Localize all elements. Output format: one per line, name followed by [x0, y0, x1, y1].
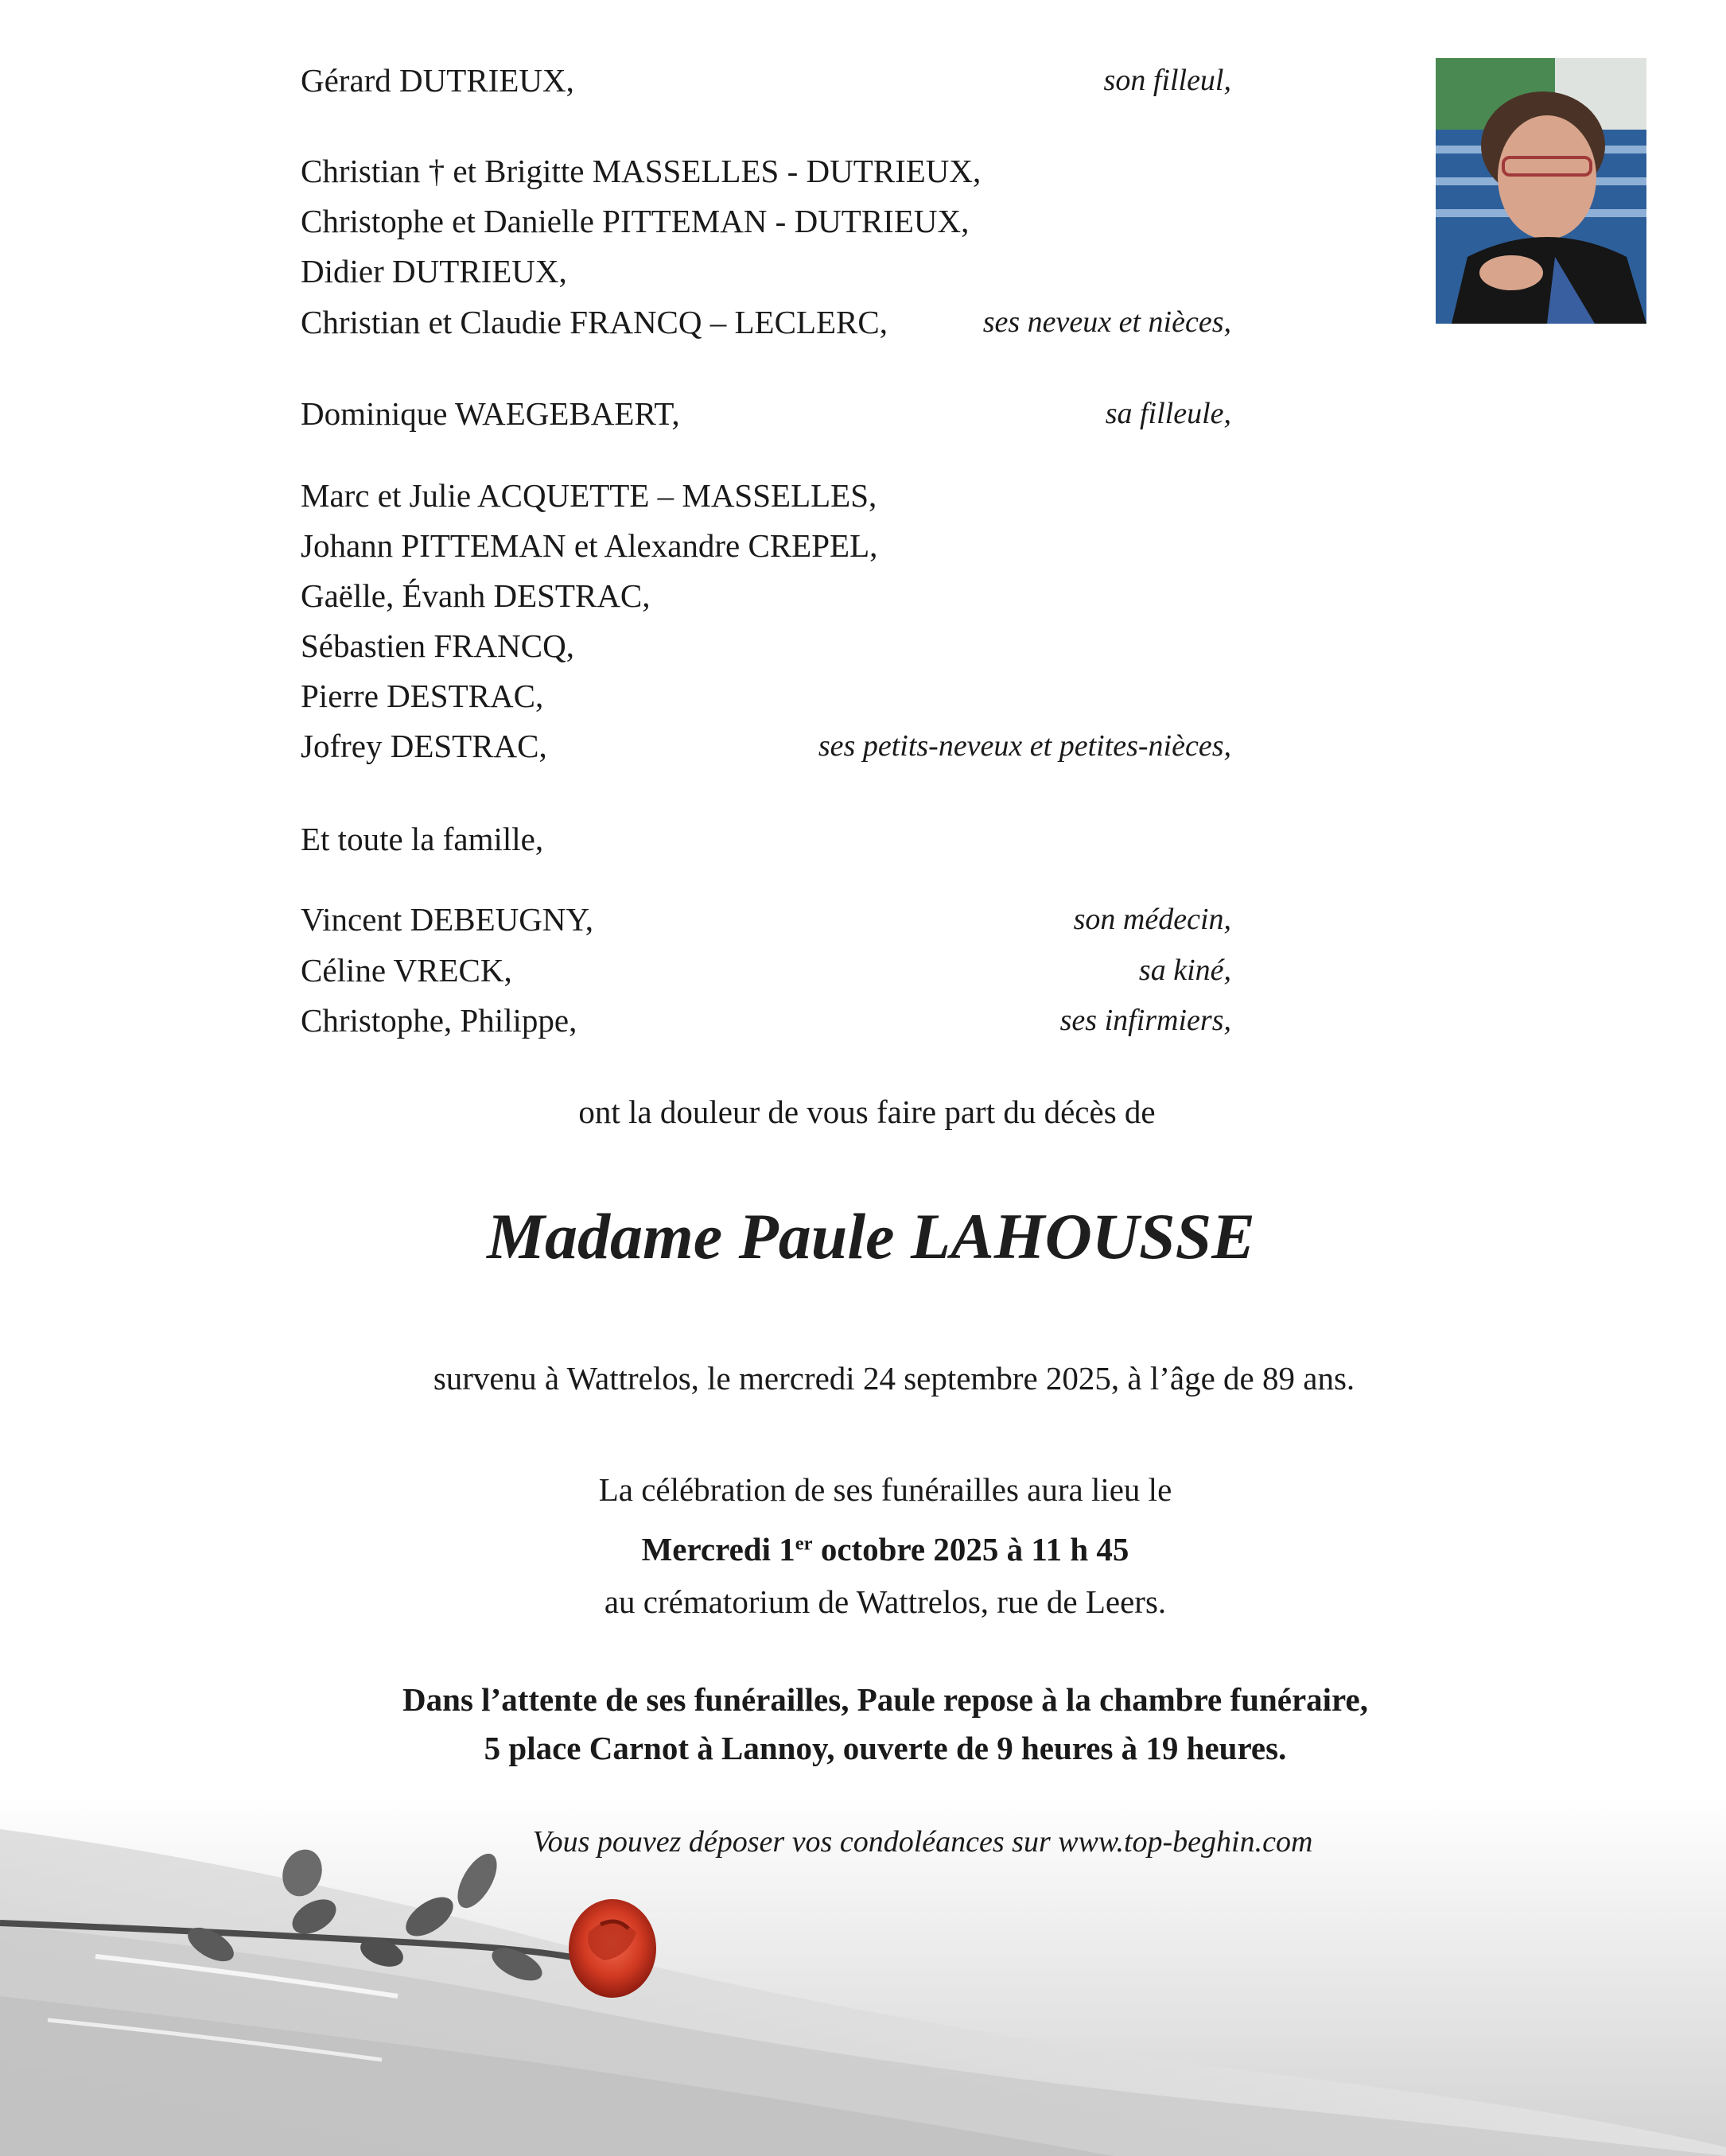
- ceremony-date-ordinal: er: [795, 1533, 813, 1555]
- mourner-row: [301, 572, 1231, 620]
- mourner-row: [301, 996, 1231, 1044]
- announcement-line: ont la douleur de vous faire part du décès de: [578, 1094, 1156, 1130]
- death-details: survenu à Wattrelos, le mercredi 24 septembre 2025, à l’âge de 89 ans.: [433, 1360, 1355, 1397]
- condolences-website-link[interactable]: Vous pouvez déposer vos condoléances sur www.top-beghin.com: [532, 1825, 1313, 1859]
- viewing-line-2: 5 place Carnot à Lannoy, ouverte de 9 heures à 19 heures.: [484, 1730, 1287, 1766]
- ceremony-date-day: Mercredi 1: [641, 1531, 795, 1567]
- ceremony-intro: La célébration de ses funérailles aura lieu le: [598, 1471, 1172, 1508]
- mourner-name: Jofrey DESTRAC,: [301, 728, 547, 764]
- mourner-name: Christophe, Philippe,: [301, 1002, 577, 1039]
- mourner-row: [301, 946, 1231, 994]
- ceremony-date: [0, 1525, 1726, 1573]
- mourner-row: [301, 672, 1231, 720]
- mourner-name: Christian † et Brigitte MASSELLES - DUTRIEUX,: [301, 153, 982, 189]
- mourner-role: ses neveux et nièces,: [982, 305, 1231, 339]
- mourner-row: [301, 522, 1231, 569]
- mourner-row: [301, 247, 1231, 295]
- mourner-role: ses petits-neveux et petites-nièces,: [818, 729, 1231, 763]
- mourner-role: ses infirmiers,: [1059, 1004, 1231, 1037]
- mourner-name: Gaëlle, Évanh DESTRAC,: [301, 577, 651, 614]
- mourner-name: Didier DUTRIEUX,: [301, 253, 567, 289]
- mourner-role: son médecin,: [1073, 903, 1231, 936]
- portrait-photo: [1436, 58, 1646, 324]
- mourner-row: [301, 390, 1231, 437]
- mourner-row: [301, 895, 1231, 943]
- mourner-row: [301, 815, 1231, 863]
- ceremony-date-rest: octobre 2025 à 11 h 45: [812, 1531, 1129, 1567]
- mourner-name: Vincent DEBEUGNY,: [301, 901, 594, 938]
- mourner-name: Christian et Claudie FRANCQ – LECLERC,: [301, 304, 888, 340]
- mourner-row: [301, 56, 1231, 104]
- mourner-row: [301, 197, 1231, 245]
- mourner-name: Sébastien FRANCQ,: [301, 627, 574, 664]
- mourner-name: Dominique WAEGEBAERT,: [301, 395, 680, 432]
- mourner-role: son filleul,: [1103, 64, 1231, 97]
- mourner-name: Gérard DUTRIEUX,: [301, 62, 574, 99]
- mourner-name: Christophe et Danielle PITTEMAN - DUTRIEUX,: [301, 203, 970, 239]
- mourner-name: Céline VRECK,: [301, 952, 512, 989]
- mourner-row: [301, 472, 1231, 519]
- mourner-role: sa kiné,: [1138, 954, 1231, 987]
- mourner-row: [301, 147, 1231, 195]
- viewing-line-1: Dans l’attente de ses funérailles, Paule repose à la chambre funéraire,: [402, 1681, 1368, 1718]
- mourner-name: Et toute la famille,: [301, 821, 544, 857]
- mourner-name: Pierre DESTRAC,: [301, 678, 544, 714]
- ceremony-place: au crématorium de Wattrelos, rue de Leers.: [604, 1583, 1167, 1620]
- mourner-row: [301, 622, 1231, 670]
- mourner-name: Marc et Julie ACQUETTE – MASSELLES,: [301, 477, 877, 514]
- mourner-row: [301, 298, 1231, 346]
- mourner-row: [301, 722, 1231, 770]
- deceased-name: Madame Paule LAHOUSSE: [487, 1200, 1255, 1272]
- mourner-name: Johann PITTEMAN et Alexandre CREPEL,: [301, 527, 878, 564]
- mourner-role: sa filleule,: [1105, 397, 1231, 430]
